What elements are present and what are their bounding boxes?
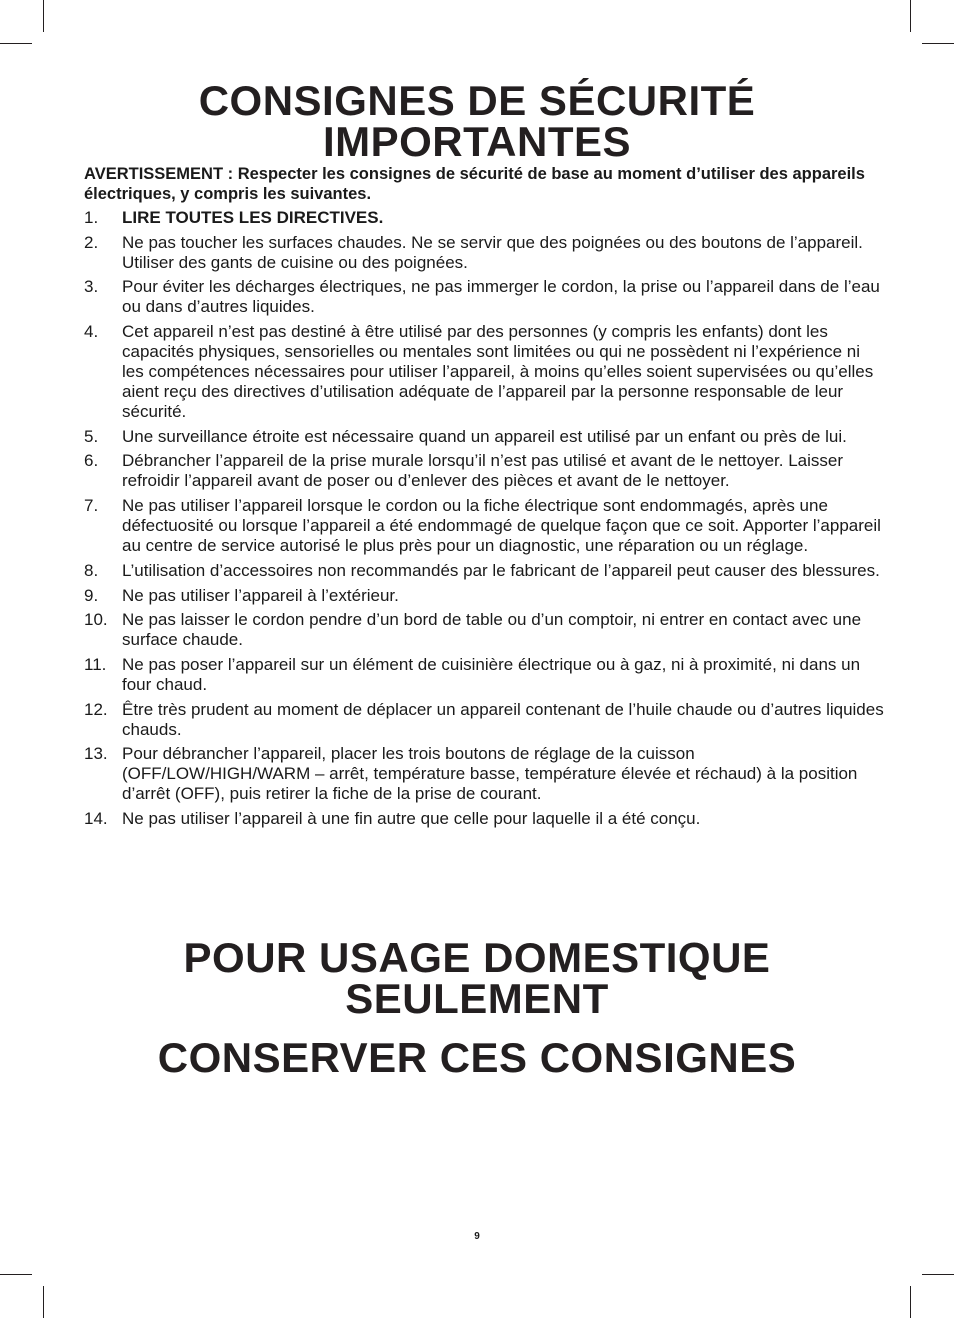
list-item-text: Débrancher l’appareil de la prise murale lorsqu’il n’est pas utilisé et avant de le nettoyer. Laisser refroidir l’appareil avant de poser ou d’enlever des pièces et avant de le nettoyer.	[122, 451, 843, 491]
household-heading	[0, 934, 954, 1022]
list-item-number: 1.	[84, 208, 99, 227]
household-heading-line1: POUR USAGE DOMESTIQUE	[183, 934, 771, 981]
list-item-number: 6.	[84, 451, 99, 471]
list-item-number: 2.	[84, 232, 99, 252]
list-item	[84, 451, 884, 491]
list-item-text: Ne pas toucher les surfaces chaudes. Ne se servir que des poignées ou des boutons de l’appareil. Utiliser des gants de cuisine ou des poignées.	[122, 232, 863, 272]
page-title-line1: CONSIGNES DE SÉCURITÉ	[198, 77, 756, 124]
list-item-text: Une surveillance étroite est nécessaire quand un appareil est utilisé par un enfant ou près de lui.	[122, 426, 847, 446]
list-item-number: 14.	[84, 808, 108, 828]
list-item	[84, 610, 884, 650]
list-item-text: L’utilisation d’accessoires non recommandés par le fabricant de l’appareil peut causer des blessures.	[122, 560, 880, 580]
list-item	[84, 208, 884, 228]
list-item-text: Ne pas laisser le cordon pendre d’un bord de table ou d’un comptoir, ni entrer en contact avec une surface chaude.	[122, 610, 862, 650]
list-item-number: 13.	[84, 744, 108, 764]
list-item-number: 9.	[84, 585, 99, 605]
crop-mark	[0, 43, 32, 44]
crop-mark	[922, 1274, 954, 1275]
list-item	[84, 809, 884, 829]
list-item-number: 4.	[84, 322, 99, 342]
list-item-text: Cet appareil n’est pas destiné à être utilisé par des personnes (y compris les enfants) dont les capacités physiques, sensorielles ou mentales sont limitées ou qui ne possèdent ni l’expérience ni les compétences nécessaires pour utiliser l’appareil, à moins qu’elles soient supervisées ou qu’elles aient reçu des directives d’utilisation adéquate de l’appareil par la personne responsable de leur sécurité.	[122, 322, 874, 422]
list-item-text: LIRE TOUTES LES DIRECTIVES.	[122, 208, 384, 227]
list-item	[84, 655, 884, 695]
crop-mark	[910, 1286, 911, 1318]
list-item-text: Ne pas poser l’appareil sur un élément de cuisinière électrique ou à gaz, ni à proximité, ni dans un four chaud.	[122, 654, 861, 694]
list-item-text: Ne pas utiliser l’appareil à l’extérieur.	[122, 585, 399, 605]
safety-list	[84, 208, 884, 834]
list-item-number: 11.	[84, 654, 107, 674]
crop-mark	[910, 0, 911, 32]
save-heading: CONSERVER CES CONSIGNES	[157, 1034, 797, 1081]
crop-mark	[0, 1274, 32, 1275]
warning-text: AVERTISSEMENT : Respecter les consignes de sécurité de base au moment d’utiliser des appareils électriques, y compris les suivantes.	[84, 165, 865, 203]
list-item-number: 12.	[84, 699, 108, 719]
list-item	[84, 427, 884, 447]
list-item-number: 3.	[84, 277, 99, 297]
list-item-number: 5.	[84, 426, 99, 446]
list-item-text: Ne pas utiliser l’appareil lorsque le cordon ou la fiche électrique sont endommagés, après une défectuosité ou lorsque l’appareil a été endommagé de quelque façon que ce soit. Apporter l’appareil au centre de service autorisé le plus près pour un diagnostic, une réparation ou un réglage.	[122, 496, 881, 556]
list-item	[84, 700, 884, 740]
list-item	[84, 561, 884, 581]
household-heading-line2: SEULEMENT	[345, 975, 609, 1022]
list-item-text: Être très prudent au moment de déplacer un appareil contenant de l’huile chaude ou d’autres liquides chauds.	[122, 699, 884, 739]
list-item	[84, 277, 884, 317]
list-item-text: Pour débrancher l’appareil, placer les trois boutons de réglage de la cuisson (OFF/LOW/HIGH/WARM – arrêt, température basse, température élevée et réchaud) à la position d’arrêt (OFF), puis retirer la fiche de la prise de courant.	[122, 744, 858, 804]
page-number: 9	[474, 1231, 480, 1242]
list-item	[84, 233, 884, 273]
list-item-number: 8.	[84, 560, 99, 580]
crop-mark	[43, 1286, 44, 1318]
list-item-number: 7.	[84, 496, 99, 516]
page-title-line2: IMPORTANTES	[322, 118, 632, 165]
page-title	[0, 77, 954, 165]
list-item	[84, 496, 884, 556]
list-item-text: Pour éviter les décharges électriques, ne pas immerger le cordon, la prise ou l’appareil dans de l’eau ou dans d’autres liquides.	[122, 277, 880, 317]
list-item-number: 10.	[84, 610, 108, 630]
list-item	[84, 744, 884, 804]
list-item	[84, 322, 884, 422]
list-item-text: Ne pas utiliser l’appareil à une fin autre que celle pour laquelle il a été conçu.	[122, 808, 701, 828]
crop-mark	[43, 0, 44, 32]
list-item	[84, 586, 884, 606]
crop-mark	[922, 43, 954, 44]
